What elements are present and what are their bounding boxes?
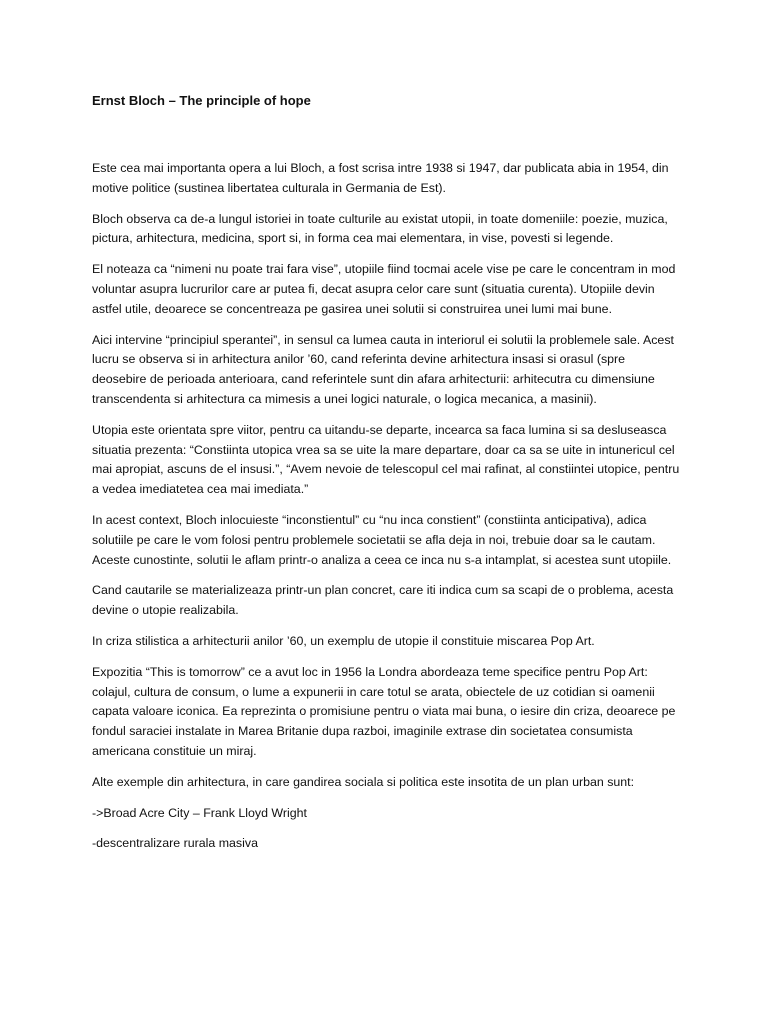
paragraph-1: Este cea mai importanta opera a lui Bloch, a fost scrisa intre 1938 si 1947, dar publicata abia in 1954, din motive politice (sustinea libertatea culturala in Germania de Est). — [92, 161, 669, 195]
paragraph-10: Alte exemple din arhitectura, in care gandirea sociala si politica este insotita de un plan urban sunt: — [92, 774, 635, 789]
paragraph-2: Bloch observa ca de-a lungul istoriei in toate culturile au existat utopii, in toate domeniile: poezie, muzica, pictura, arhitectura, medicina, sport si, in forma cea mai elementara, in vise, povesti si legende. — [92, 211, 668, 246]
paragraph-8: In criza stilistica a arhitecturii anilor ’60, un exemplu de utopie il constituie miscarea Pop Art. — [92, 633, 595, 648]
document-body — [92, 159, 682, 865]
paragraph-7: Cand cautarile se materializeaza printr-un plan concret, care iti indica cum sa scapi de o problema, acesta devine o utopie realizabila. — [92, 583, 674, 618]
paragraph-4: Aici intervine “principiul sperantei”, in sensul ca lumea cauta in interiorul ei solutii la problemele sale. Acest lucru se observa si in arhitectura anilor ’60, cand referinta devine arhitectura insasi si orasul (spre deosebire de perioada anterioara, cand referintele sunt din afara arhitecturii: arhitecutra cu dimensiune transcendenta si arhitectura ca mimesis a unei logici naturale, o logica mecanica, a masinii). — [92, 332, 674, 406]
paragraph-3: El noteaza ca “nimeni nu poate trai fara vise”, utopiile fiind tocmai acele vise pe care le concentram in mod voluntar asupra lucrurilor care ar putea fi, decat asupra celor care sunt (situatia curenta). Utopiile devin astfel utile, deoarece se concentreaza pe gasirea unei solutii si construirea unei lumi mai bune. — [92, 262, 676, 316]
list-item-descentralizare: -descentralizare rurala masiva — [92, 836, 258, 851]
document-title: Ernst Bloch – The principle of hope — [92, 93, 311, 108]
list-item-broad-acre-city: ->Broad Acre City – Frank Lloyd Wright — [92, 805, 307, 820]
paragraph-6: In acest context, Bloch inlocuieste “inconstientul” cu “nu inca constient” (constiinta anticipativa), adica solutiile pe care le vom folosi pentru problemele societatii se afla deja in noi, trebuie doar sa le cautam. Aceste cunostinte, solutii le aflam printr-o analiza a ceea ce inca nu s-a intamplat, si acestea sunt utopiile. — [92, 512, 672, 567]
paragraph-9: Expozitia “This is tomorrow” ce a avut loc in 1956 la Londra abordeaza teme specifice pentru Pop Art: colajul, cultura de consum, o lume a expunerii in care totul se arata, obiectele de uz cotidian si oamenii capata valoare iconica. Ea reprezinta o promisiune pentru o viata mai buna, o iesire din criza, deoarece pe fondul saraciei instalate in Marea Britanie dupa razboi, imaginile extrase din societatea consumista americana constituie un miraj. — [92, 664, 676, 758]
paragraph-5: Utopia este orientata spre viitor, pentru ca uitandu-se departe, incearca sa faca lumina si sa desluseasca situatia prezenta: “Constiinta utopica vrea sa se uite la mare departare, doar ca sa se uite in intunericul cel mai apropiat, ascuns de el insusi.”, “Avem nevoie de telescopul cel mai rafinat, al constiintei utopice, pentru a vedea imediatetea cea mai imediata.” — [92, 422, 680, 497]
